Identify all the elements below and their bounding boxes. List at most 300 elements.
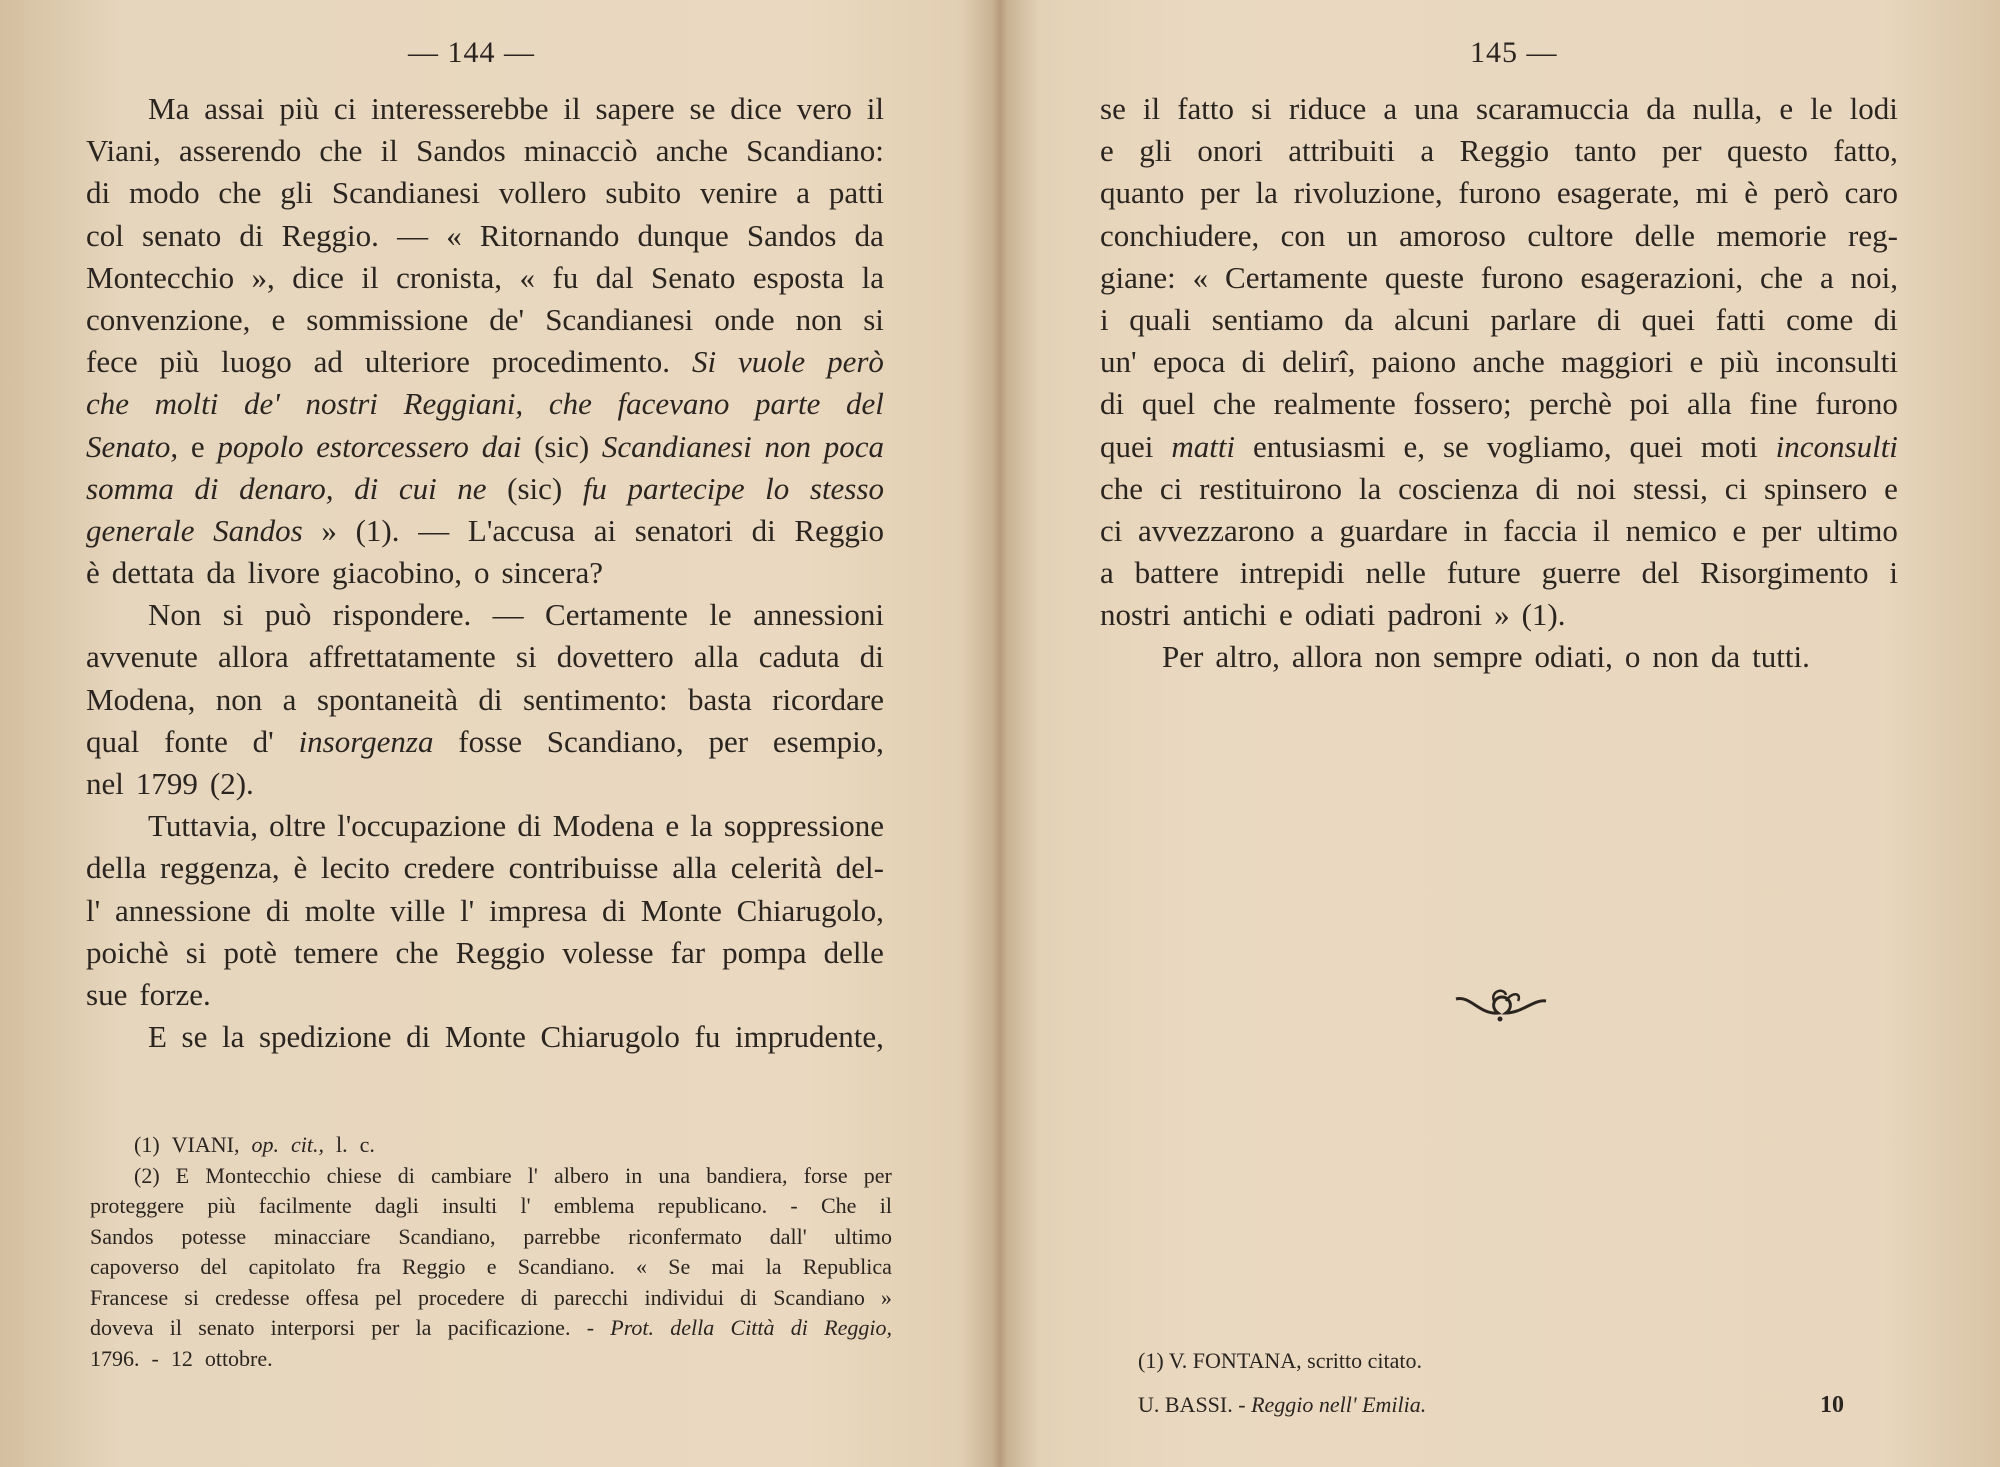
footnote-word: e [486, 1254, 497, 1279]
text-word: fossero; [1413, 386, 1512, 422]
text-word: a [796, 175, 811, 211]
text-word: ultimo [1816, 512, 1898, 548]
text-word: fatti [1715, 301, 1766, 337]
text-word: delle [1634, 217, 1696, 253]
text-word: caduta [758, 639, 840, 675]
footnote-word: (1) [134, 1132, 160, 1157]
text-word: fatto [1177, 91, 1234, 126]
left-page [0, 0, 995, 1467]
text-word: una [1414, 91, 1459, 126]
text-word: che [1760, 259, 1804, 295]
text-word: Modena, [86, 681, 196, 717]
author-name: U. BASSI. [1138, 1392, 1233, 1417]
text-word: forze. [139, 976, 211, 1012]
text-word: esposta [752, 259, 845, 295]
footnote-word: interporsi [270, 1315, 355, 1340]
text-word: questo [1727, 133, 1808, 169]
footnote-word: albero [553, 1162, 609, 1188]
footnote-line [90, 1222, 892, 1253]
text-word: epoca [1152, 344, 1226, 380]
text-word: è [293, 850, 308, 886]
footnote-word: chiese [326, 1162, 382, 1188]
text-word: vollero [498, 175, 587, 211]
text-word: Viani, [86, 133, 161, 169]
text-word: popolo [217, 428, 304, 464]
text-word: realmente [1273, 386, 1396, 422]
text-word: padroni [1387, 597, 1483, 633]
text-word: celerità [730, 850, 822, 886]
text-word: quei [1100, 428, 1154, 464]
text-word: per [1661, 133, 1702, 169]
text-word: stessi, [1632, 470, 1708, 506]
text-word: si [1251, 91, 1272, 126]
text-word: minacciò [523, 133, 638, 169]
text-word: insorgenza [298, 723, 434, 759]
text-word: qual [86, 723, 140, 759]
text-word: furono [1815, 386, 1898, 422]
footnote-word: il [169, 1315, 182, 1340]
text-word: di [1100, 386, 1125, 422]
text-line [1100, 130, 1898, 172]
text-word: fine [1749, 386, 1798, 422]
text-word: del [1641, 555, 1680, 591]
text-line [86, 890, 884, 932]
footnote-word: parecchi [553, 1284, 629, 1310]
text-word: somma [86, 470, 174, 506]
footnote-word: 12 [170, 1345, 193, 1371]
text-word: è [86, 555, 100, 591]
text-word: del [846, 386, 884, 422]
text-word: Monte [640, 892, 722, 928]
footnote-word: 1796. [90, 1345, 140, 1371]
text-word: inconsulti [1775, 428, 1898, 464]
text-word: non [1374, 639, 1421, 675]
text-word: » [321, 512, 337, 548]
text-word: ricordare [772, 681, 884, 717]
text-line [86, 721, 884, 763]
text-word: se [689, 91, 716, 126]
text-line [86, 299, 884, 341]
left-page-body [86, 88, 884, 1058]
text-word: fatto, [1833, 133, 1898, 169]
text-word: vogliamo, [1486, 428, 1612, 464]
text-word: non [764, 428, 811, 464]
text-line [1100, 468, 1898, 510]
text-word: che [1100, 470, 1144, 506]
text-word: paiono [1371, 344, 1457, 380]
footnote-word: capitolato [248, 1254, 336, 1279]
text-word: esagerazioni, [1580, 259, 1744, 295]
footnote-word: individui [644, 1284, 724, 1310]
text-word: del- [835, 850, 884, 886]
text-word: nel [86, 766, 124, 801]
footnote-line [90, 1344, 892, 1375]
text-word: o [473, 555, 490, 591]
text-word: di [1873, 301, 1898, 337]
footnote-word: una [658, 1162, 691, 1188]
text-word: però [1773, 175, 1829, 211]
footnote-word: di [397, 1162, 415, 1188]
footnote-word: « [636, 1254, 648, 1279]
text-word: di [194, 470, 219, 506]
text-word: furono [1480, 259, 1564, 295]
text-word: perchè [1529, 386, 1612, 422]
text-word: pompa [722, 934, 807, 970]
text-word: un [1346, 217, 1378, 253]
footnote-word: per [863, 1162, 892, 1188]
footnote-word: Scandiano, [398, 1223, 496, 1249]
footnote-word: parrebbe [523, 1223, 601, 1249]
text-word: Scandiano, [546, 723, 684, 759]
text-word: Risorgimento [1700, 555, 1869, 591]
footnote-word: la [765, 1254, 782, 1279]
text-word: è [1744, 175, 1758, 211]
text-word: per [708, 723, 749, 759]
footnote-word: facilmente [258, 1193, 352, 1218]
text-word: e [1100, 133, 1114, 169]
text-word: il [361, 259, 379, 295]
text-word: denaro, [239, 470, 334, 506]
text-line [1100, 594, 1898, 636]
text-word: ci [333, 91, 357, 126]
text-word: Monte [444, 1019, 526, 1055]
text-word: nostri [305, 386, 378, 422]
footnote-word: l' [520, 1193, 531, 1218]
text-word: « [446, 217, 462, 253]
footnote-word: - [586, 1315, 595, 1340]
text-word: reggenza, [160, 850, 280, 886]
text-line [86, 847, 884, 889]
text-word: il [380, 133, 398, 169]
text-word: ad [313, 344, 343, 380]
text-word: la [861, 259, 884, 295]
footnote-word: capoverso [90, 1254, 180, 1279]
text-word: (1). [355, 512, 400, 548]
text-word: inconsulti [1775, 344, 1898, 380]
text-word: fu [582, 470, 607, 506]
text-word: », [251, 259, 275, 295]
text-word: alla [672, 850, 717, 886]
footnote-word: dall' [769, 1223, 807, 1249]
text-word: antichi [1182, 597, 1267, 633]
text-word: dai [481, 428, 522, 464]
text-word: partecipe [627, 470, 745, 506]
text-word: più [279, 91, 319, 126]
text-word: sincera? [501, 555, 604, 591]
text-word: avvezzarono [1137, 512, 1295, 548]
footnote-word: di [520, 1284, 538, 1310]
text-line [86, 636, 884, 678]
text-word: Sandos [213, 512, 303, 548]
footnote-word: Montecchio [205, 1162, 311, 1188]
text-word: Scandianesi [331, 175, 480, 211]
text-word: lecito [320, 850, 390, 886]
text-word: cultore [1527, 217, 1614, 253]
footnote-line [90, 1130, 892, 1161]
text-line [86, 805, 884, 847]
text-word: la [1358, 470, 1382, 506]
text-word: entusiasmi [1252, 428, 1386, 464]
text-word: senato [142, 217, 222, 253]
footnote-word: ottobre. [204, 1345, 273, 1371]
text-word: quel [1141, 386, 1196, 422]
text-word: Sandos [746, 217, 837, 253]
text-word: delirî, [1282, 344, 1356, 380]
text-word: di [354, 470, 379, 506]
text-word: furono [1458, 175, 1542, 211]
text-word: con [1280, 217, 1326, 253]
text-word: a [282, 681, 297, 717]
footnote-word: forse [803, 1162, 848, 1188]
text-word: e [190, 428, 205, 464]
text-word: in [1463, 512, 1488, 548]
footnote-word: pel [375, 1284, 402, 1310]
text-word: parlare [1490, 301, 1577, 337]
text-word: ci [1724, 470, 1748, 506]
text-word: interesserebbe [371, 91, 549, 126]
text-word: di [86, 175, 111, 211]
text-word: volesse [562, 934, 654, 970]
sheet-number: 10 [1820, 1392, 1844, 1418]
text-word: ci [1100, 512, 1123, 548]
footnote-word: cambiare [431, 1162, 512, 1188]
signature-separator: - [1238, 1392, 1246, 1417]
text-word: e [665, 808, 680, 844]
text-word: onde [714, 301, 775, 337]
footnote-word: senato [198, 1315, 255, 1340]
footnote-line [90, 1283, 892, 1314]
signature-line [1138, 1392, 1426, 1418]
text-word: ne [457, 470, 487, 506]
text-word: sentiamo [1211, 301, 1324, 337]
text-word: Certamente [1225, 259, 1368, 295]
footnote-word: (2) [134, 1162, 160, 1188]
text-word: di [239, 217, 264, 253]
footnote-word: per [371, 1315, 400, 1340]
text-word: da [1344, 301, 1374, 337]
text-word: — [397, 217, 429, 253]
text-word: subito [605, 175, 682, 211]
text-word: che [548, 386, 592, 422]
text-word: maggiori [1561, 344, 1674, 380]
text-word: cronista, [396, 259, 502, 295]
text-word: Senato [651, 259, 736, 295]
text-word: i [1100, 301, 1109, 337]
text-word: anche [655, 133, 728, 169]
text-word: lo [765, 470, 790, 506]
text-word: cui [398, 470, 437, 506]
text-word: le [1810, 91, 1833, 126]
text-word: Reggio [794, 512, 884, 548]
text-word: fosse [458, 723, 522, 759]
text-word: col [86, 217, 124, 253]
text-word: Si [691, 344, 717, 380]
text-word: di [406, 1019, 431, 1055]
text-word: da [1646, 91, 1676, 126]
footnote-line [90, 1313, 892, 1344]
text-word: dice [292, 259, 344, 295]
text-word: ci [1159, 470, 1183, 506]
footnote-word: in [625, 1162, 643, 1188]
text-line [86, 383, 884, 425]
footnote-word: Reggio, [824, 1315, 892, 1340]
text-word: — [418, 512, 450, 548]
text-word: far [670, 934, 706, 970]
text-word: a [1383, 91, 1398, 126]
footnote-word: potesse [181, 1223, 247, 1249]
footnote-word: Scandiano [773, 1284, 865, 1310]
text-word: gli [280, 175, 313, 211]
text-word: ulteriore [364, 344, 470, 380]
footnote-word: doveva [90, 1315, 154, 1340]
text-word: la [221, 1019, 245, 1055]
text-word: asserendo [178, 133, 302, 169]
text-word: (sic) [507, 470, 563, 506]
text-word: alcuni [1394, 301, 1470, 337]
text-word: che [86, 386, 130, 422]
text-word: un' [1100, 344, 1137, 380]
text-line [1100, 257, 1898, 299]
text-word: i [1889, 555, 1898, 591]
footnote-word: l. [335, 1132, 348, 1157]
text-word: luogo [221, 344, 292, 380]
text-word: esempio, [772, 723, 884, 759]
text-word: e [1779, 91, 1794, 126]
footnote-word: Reggio [402, 1254, 466, 1279]
text-word: coscienza [1398, 470, 1519, 506]
text-word: oltre [269, 808, 326, 844]
text-word: caro [1844, 175, 1898, 211]
text-word: da [854, 217, 884, 253]
text-word: estorcessero [316, 428, 469, 464]
text-word: scaramuccia [1476, 91, 1630, 126]
text-word: se [181, 1019, 208, 1055]
text-word: dovettero [556, 639, 674, 675]
footnote-line [90, 1252, 892, 1283]
text-word: restituirono [1199, 470, 1343, 506]
text-word: guardare [1339, 512, 1448, 548]
text-word: modo [128, 175, 200, 211]
page-number-145: 145 — [1470, 36, 1558, 69]
text-word: quanto [1100, 175, 1185, 211]
text-word: Certamente [545, 597, 688, 633]
text-word: spontaneità [316, 681, 459, 717]
text-line [1100, 383, 1898, 425]
text-word: può [264, 597, 312, 633]
text-word: — [492, 597, 524, 633]
footnote-word: la [415, 1315, 432, 1340]
footnote-word: pacificazione. [447, 1315, 571, 1340]
footnote-word: più [207, 1193, 236, 1218]
footnote-word: fra [356, 1254, 381, 1279]
text-word: conchiudere, [1100, 217, 1260, 253]
text-line [86, 974, 884, 1016]
text-word: « [1192, 259, 1209, 295]
text-word: de' [489, 301, 525, 337]
text-word: avvenute [86, 639, 198, 675]
text-word: imprudente, [734, 1019, 884, 1055]
footnote-word: mai [711, 1254, 745, 1279]
text-word: di [602, 892, 627, 928]
text-word: Sandos [416, 133, 506, 169]
footnote-word: bandiera, [706, 1162, 788, 1188]
text-word: L'accusa [467, 512, 576, 548]
text-word: poca [823, 428, 884, 464]
text-word: anche [1472, 344, 1545, 380]
text-word: di [1596, 301, 1622, 337]
page-number-144: — 144 — [408, 36, 535, 69]
text-word: moti [1700, 428, 1758, 464]
footnote-word: Republica [802, 1254, 892, 1279]
text-word: rivoluzione, [1293, 175, 1443, 211]
footnote-word: republicano. [657, 1193, 768, 1218]
footnote-line [90, 1191, 892, 1222]
text-line [1100, 341, 1898, 383]
text-word: giacobino, [331, 555, 462, 591]
text-line [1100, 510, 1898, 552]
footnote-word: emblema [553, 1193, 635, 1218]
text-word: dunque [637, 217, 729, 253]
text-word: Reggio. [281, 217, 379, 253]
footnote-word: l' [527, 1162, 538, 1188]
text-line [86, 510, 884, 552]
text-word: Chiarugolo, [736, 892, 884, 928]
text-word: dal [595, 259, 634, 295]
right-page-body [1100, 88, 1898, 679]
footnote-word: offesa [305, 1284, 359, 1310]
text-word: battere [1134, 555, 1219, 591]
text-word: noi, [1850, 259, 1898, 295]
text-word: se [1442, 428, 1469, 464]
text-word: poi [1629, 386, 1670, 422]
text-word: il [1592, 512, 1611, 548]
text-word: annessioni [753, 597, 884, 633]
text-word: faccia [1503, 512, 1578, 548]
text-word: di [859, 639, 884, 675]
text-word: potè [223, 934, 277, 970]
text-word: reg- [1848, 217, 1898, 253]
text-line [1100, 299, 1898, 341]
right-page [1000, 0, 2000, 1467]
text-word: Ma [148, 91, 190, 126]
text-word: quei [1641, 301, 1696, 337]
text-word: più [159, 344, 200, 380]
text-word: Per [1162, 639, 1204, 675]
text-word: Montecchio [86, 259, 235, 295]
text-word: altro, [1215, 639, 1280, 675]
text-line [1100, 215, 1898, 257]
footnote-word: ultimo [834, 1223, 892, 1249]
text-word: allora [1291, 639, 1363, 675]
text-word: procedimento. [491, 344, 671, 380]
text-word: dice [730, 91, 782, 126]
footnote-word: credesse [215, 1284, 290, 1310]
text-word: Chiarugolo [540, 1019, 680, 1055]
text-word: E [148, 1019, 167, 1055]
text-word: venire [700, 175, 778, 211]
text-word: noi [1576, 470, 1617, 506]
text-line [86, 257, 884, 299]
right-page-footnote [1138, 1346, 1898, 1377]
text-word: » [1494, 597, 1510, 633]
text-word: il [866, 91, 884, 126]
footnote-word: E [175, 1162, 190, 1188]
text-line [1100, 172, 1898, 214]
footnote-word: insulti [442, 1193, 498, 1218]
text-word: quei [1629, 428, 1683, 464]
footnote-word: c. [359, 1132, 375, 1157]
footnote-word: di [740, 1284, 758, 1310]
